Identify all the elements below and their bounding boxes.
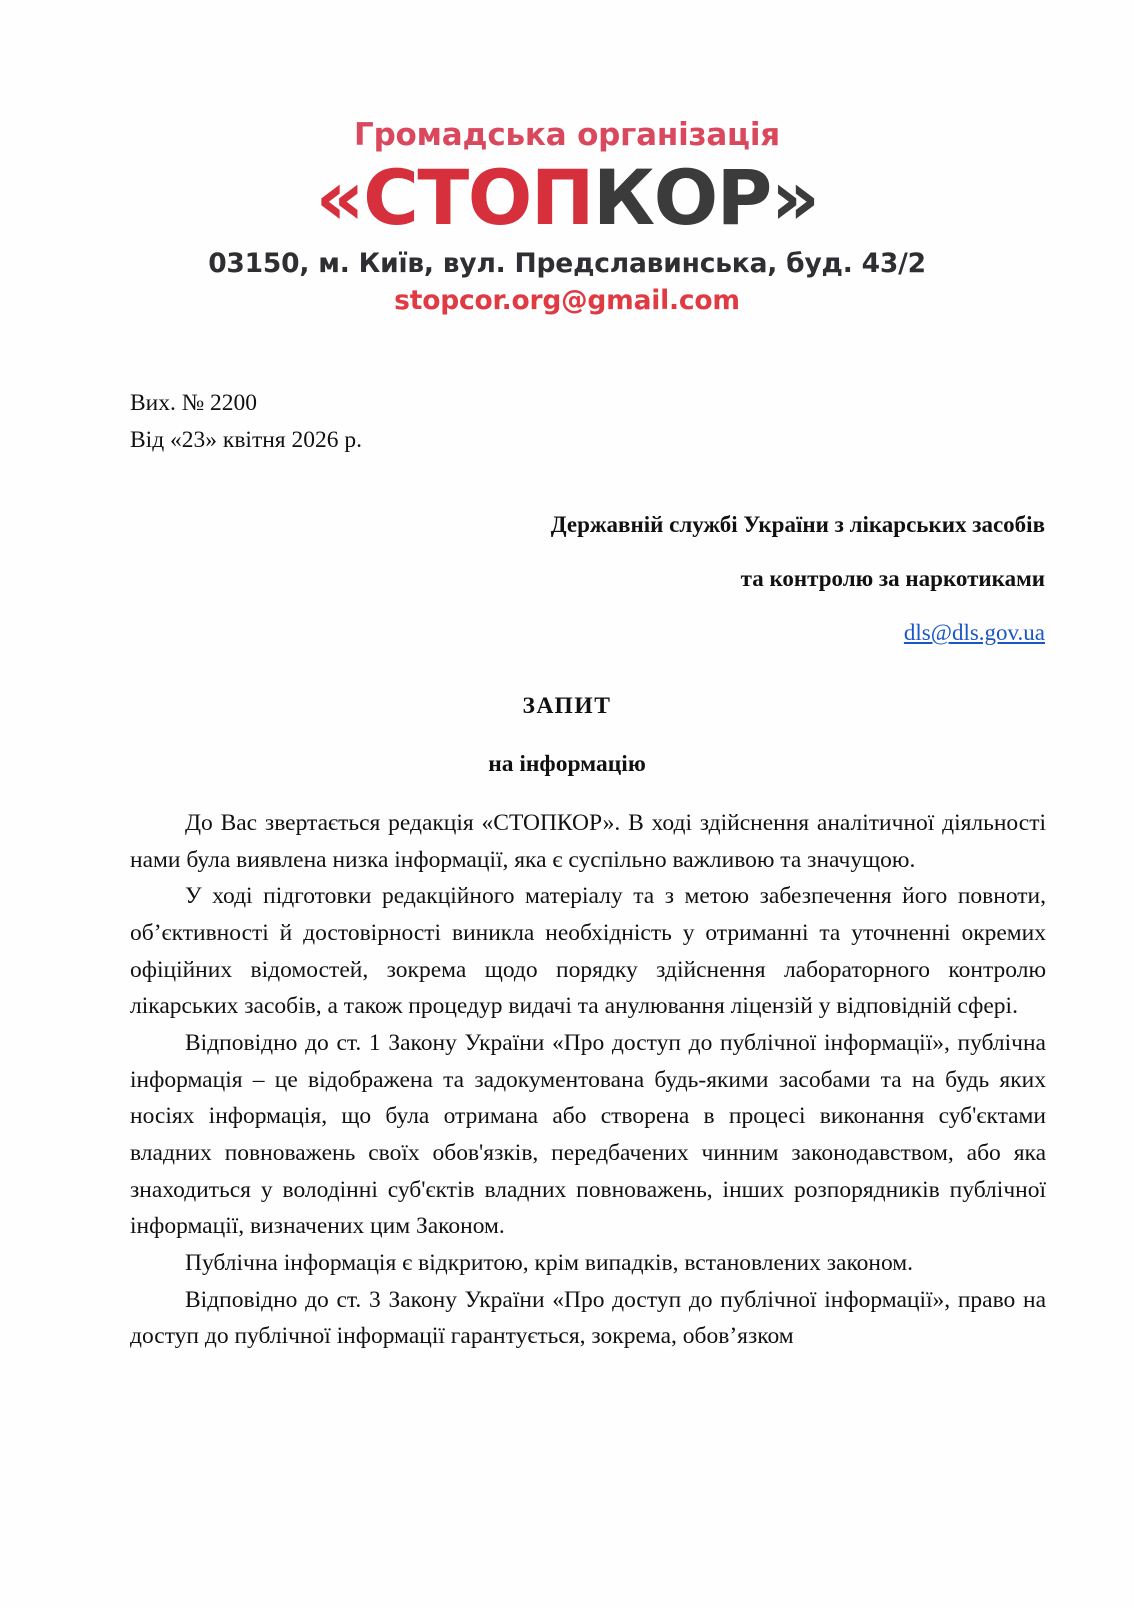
organization-email: stopcor.org@gmail.com — [394, 284, 740, 316]
organization-address: 03150, м. Київ, вул. Предславинська, буд. 43/2 — [208, 247, 926, 279]
addressee-email-link[interactable]: dls@dls.gov.ua — [903, 620, 1045, 646]
body-paragraph: Публічна інформація є відкритою, крім випадків, встановлених законом. — [185, 1249, 914, 1276]
addressee-email-row — [445, 606, 1045, 660]
letterhead — [0, 0, 1134, 316]
body-paragraph: До Вас звертається редакція «СТОПКОР». В ході здійснення аналітичної діяльності нами була виявлена низка інформації, яка є суспільно важливою та значущою. — [130, 810, 1046, 873]
logo-text-stop: «СТОП — [315, 153, 593, 243]
document-date: Від «23» квітня 2026 р. — [130, 427, 362, 454]
body-paragraph: Відповідно до ст. 1 Закону України «Про доступ до публічної інформації», публічна інформація – це відображена та задокументована будь-якими засобами та на будь яких носіях інформація, що була отримана або створена в процесі виконання суб'єктами владних повноважень своїх обов'язків, передбачених чинним законодавством, або яка знаходиться у володінні суб'єктів владних повноважень, інших розпорядників публічної інформації, визначених цим Законом. — [130, 1029, 1046, 1240]
body-paragraph: Відповідно до ст. 3 Закону України «Про доступ до публічної інформації», право на доступ до публічної інформації гарантується, зокрема, обов’язком — [130, 1286, 1046, 1350]
addressee-line-2: та контролю за наркотиками — [740, 566, 1045, 592]
page-subtitle: на інформацію — [488, 751, 646, 777]
page-title: ЗАПИТ — [522, 693, 612, 719]
organization-type-line: Громадська організація — [354, 117, 780, 153]
document-title-block — [0, 693, 1134, 778]
document-body — [130, 805, 1046, 1355]
outgoing-number: Вих. № 2200 — [130, 390, 258, 416]
reference-block — [130, 385, 362, 459]
logo-text-kor: КОР» — [592, 153, 819, 243]
addressee-line-1: Державній службі України з лікарських засобів — [550, 512, 1045, 537]
body-paragraph: У ході підготовки редакційного матеріалу та з метою забезпечення його повноти, об’єктивності й достовірності виникла необхідність у отриманні та уточненні окремих офіційних відомостей, зокрема щодо порядку здійснення лабораторного контролю лікарських засобів, а також процедур видачі та анулювання ліцензій у відповідній сфері. — [130, 883, 1046, 1020]
addressee-block — [445, 498, 1045, 660]
organization-logo-wordmark — [0, 153, 1134, 243]
